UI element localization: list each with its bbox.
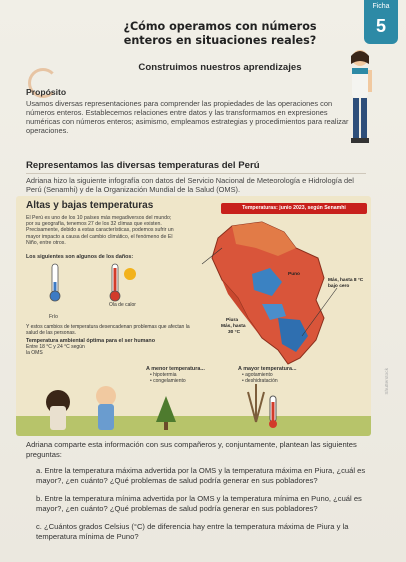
map-label-puno-2: Más, hasta 8 °C xyxy=(328,278,364,283)
ficha-badge xyxy=(364,0,398,44)
page-title: ¿Cómo operamos con números enteros en situaciones reales? xyxy=(123,20,317,47)
question-b: b. Entre la temperatura mínima advertida por la OMS y la temperatura mínima en Puno, ¿cuál es mayor?, ¿en cuánto? ¿Qué problemas de salud podría generar en sus pobladores? xyxy=(36,494,362,513)
high-temp-item-1: • agotamiento xyxy=(242,372,273,378)
high-temp-title: A mayor temperatura... xyxy=(238,366,297,372)
map-label-puno-1: Puno xyxy=(288,272,300,277)
damage-heat-label: Ola de calor xyxy=(109,302,136,308)
damages-label: Los siguientes son algunos de los daños: xyxy=(26,254,134,260)
damage-cold-label: Frío xyxy=(49,314,58,320)
student-illustration xyxy=(340,46,380,146)
low-temp-item-1: • hipotermia xyxy=(150,372,177,378)
map-label-piura-2: Más, hasta xyxy=(221,324,246,329)
changes-text: Y estos cambios de temperatura desencadenan problemas que afectan la salud de las personas. xyxy=(26,324,190,336)
map-label-piura-1: Piura xyxy=(226,318,238,323)
section-text: Adriana hizo la siguiente infografía con datos del Servicio Nacional de Meteorología e Hidrología del Perú (Senamhi) y de la Organización Mundial de la Salud (OMS). xyxy=(26,176,354,194)
image-credit: Shutterstock xyxy=(385,368,390,395)
purpose-text: Usamos diversas representaciones para comprender las propiedades de las operaciones con números enteros. Establecemos relaciones entre datos y las transformamos en expresiones numéricas con números enteros; asimismo, empleamos estrategias y procedimientos para realizar operaciones. xyxy=(26,99,349,135)
temperature-infographic xyxy=(16,196,371,436)
question-a: a. Entre la temperatura máxima advertida por la OMS y la temperatura máxima en Piura, ¿cuál es mayor?, ¿en cuánto? ¿Qué problemas de salud podría generar en sus pobladores? xyxy=(36,466,366,485)
infographic-intro: El Perú es uno de los 10 países más megadiversos del mundo; por su geografía, tenemos 27 de los 32 climas que existen. Precisamente, debido a estas características, podemos sufrir un mayor impacto a causa del cambio climático, el fenómeno de El Niño, entre otros. xyxy=(26,215,174,246)
high-temp-item-2: • deshidratación xyxy=(242,378,278,384)
questions-intro: Adriana comparte esta información con sus compañeros y, conjuntamente, plantean las siguientes preguntas: xyxy=(26,440,357,459)
ficha-number: 5 xyxy=(375,16,386,36)
low-temp-item-2: • congelamiento xyxy=(150,378,186,384)
map-label-puno-3: bajo cero xyxy=(328,284,350,289)
low-temp-title: A menor temperatura... xyxy=(146,366,205,372)
map-label-piura-3: 30 °C xyxy=(228,330,241,335)
section-title: Representamos las diversas temperaturas del Perú xyxy=(26,160,366,174)
map-banner: Temperaturas: junio 2023, según Senamhi xyxy=(221,203,367,214)
page-subtitle: Construimos nuestros aprendizajes xyxy=(138,62,302,73)
peru-map xyxy=(192,218,371,368)
question-c: c. ¿Cuántos grados Celsius (°C) de diferencia hay entre la temperatura máxima de Piura y la temperatura mínima de Puno? xyxy=(36,522,349,541)
infographic-title: Altas y bajas temperaturas xyxy=(26,200,154,211)
optimal-title: Temperatura ambiental óptima para el ser humano xyxy=(26,338,156,344)
ficha-label: Ficha xyxy=(372,3,390,10)
purpose-title: Propósito xyxy=(26,87,67,97)
climate-illustration xyxy=(16,362,371,436)
optimal-range: Entre 18 °C y 24 °C según la OMS xyxy=(26,344,85,356)
